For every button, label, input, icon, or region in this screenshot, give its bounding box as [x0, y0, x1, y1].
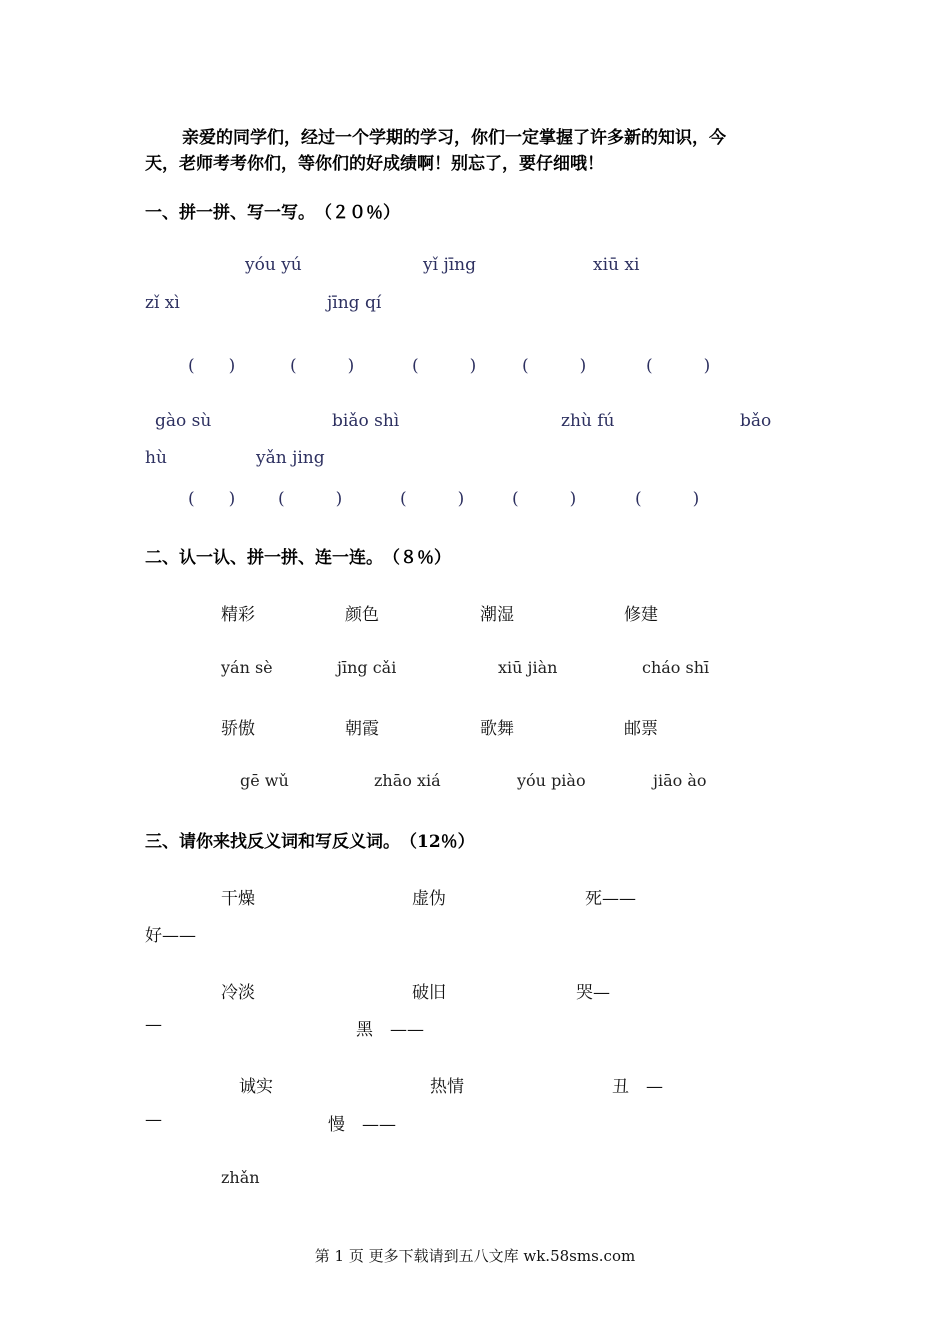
pinyin-6: gào sù: [155, 411, 212, 431]
pinyin-7: biǎo shì: [332, 411, 400, 431]
answer-paren-9[interactable]: ( ): [512, 489, 577, 509]
pinyin-3: xiū xi: [593, 255, 640, 275]
match-pinyin-1[interactable]: yán sè: [221, 658, 273, 677]
antonym-word-9: 诚实: [239, 1077, 273, 1097]
section-2-heading: 二、认一认、拼一拼、连一连。 （８％）: [145, 548, 451, 568]
answer-paren-6[interactable]: ( ): [188, 489, 236, 509]
antonym-word-8[interactable]: 黑 ——: [356, 1020, 424, 1040]
antonym-word-6: 破旧: [412, 983, 446, 1003]
section-1-heading: 一、拼一拼、写一写。 （２０％）: [145, 203, 400, 223]
match-word-1[interactable]: 精彩: [221, 605, 255, 625]
answer-paren-4[interactable]: ( ): [522, 356, 587, 376]
pinyin-8: zhù fú: [561, 411, 615, 431]
antonym-word-3[interactable]: 死——: [585, 889, 636, 909]
match-word-3[interactable]: 潮湿: [480, 605, 514, 625]
match-word-6[interactable]: 朝霞: [345, 719, 379, 739]
pinyin-4: zǐ xì: [145, 293, 180, 313]
antonym-dash-2: —: [145, 1110, 162, 1130]
answer-paren-10[interactable]: ( ): [635, 489, 700, 509]
antonym-word-5: 冷淡: [221, 983, 255, 1003]
match-word-8[interactable]: 邮票: [624, 719, 658, 739]
match-pinyin-7[interactable]: yóu piào: [517, 771, 586, 790]
intro-line-2: 天，老师考考你们，等你们的好成绩啊！别忘了，要仔细哦！: [145, 154, 604, 174]
antonym-word-12[interactable]: 慢 ——: [328, 1115, 396, 1135]
answer-paren-2[interactable]: ( ): [290, 356, 355, 376]
match-pinyin-8[interactable]: jiāo ào: [653, 771, 707, 790]
trailing-pinyin: zhǎn: [221, 1168, 260, 1187]
pinyin-1: yóu yú: [245, 255, 302, 275]
pinyin-10: hù: [145, 448, 167, 468]
match-pinyin-6[interactable]: zhāo xiá: [374, 771, 441, 790]
match-pinyin-4[interactable]: cháo shī: [642, 658, 710, 677]
match-word-4[interactable]: 修建: [624, 605, 658, 625]
pinyin-2: yǐ jīng: [423, 255, 476, 275]
antonym-word-10: 热情: [430, 1077, 464, 1097]
antonym-dash-1: —: [145, 1015, 162, 1035]
antonym-word-11[interactable]: 丑 —: [612, 1077, 663, 1097]
answer-paren-5[interactable]: ( ): [646, 356, 711, 376]
answer-paren-3[interactable]: ( ): [412, 356, 477, 376]
antonym-word-1: 干燥: [221, 889, 255, 909]
match-pinyin-2[interactable]: jīng cǎi: [337, 658, 397, 677]
answer-paren-8[interactable]: ( ): [400, 489, 465, 509]
match-pinyin-3[interactable]: xiū jiàn: [498, 658, 558, 677]
intro-line-1: 亲爱的同学们，经过一个学期的学习，你们一定掌握了许多新的知识，今: [182, 128, 726, 148]
antonym-word-7[interactable]: 哭—: [576, 983, 610, 1003]
match-word-2[interactable]: 颜色: [345, 605, 379, 625]
match-word-5[interactable]: 骄傲: [221, 719, 255, 739]
match-pinyin-5[interactable]: gē wǔ: [240, 771, 289, 790]
pinyin-9: bǎo: [740, 411, 772, 431]
page-footer: 第 1 页 更多下载请到五八文库 wk.58sms.com: [314, 1247, 636, 1265]
pinyin-11: yǎn jing: [256, 448, 325, 468]
answer-paren-7[interactable]: ( ): [278, 489, 343, 509]
match-word-7[interactable]: 歌舞: [480, 719, 514, 739]
antonym-word-4[interactable]: 好——: [145, 926, 196, 946]
section-3-heading: 三、请你来找反义词和写反义词。 （12％）: [145, 832, 475, 852]
answer-paren-1[interactable]: ( ): [188, 356, 236, 376]
antonym-word-2: 虚伪: [412, 889, 446, 909]
pinyin-5: jīng qí: [327, 293, 382, 313]
